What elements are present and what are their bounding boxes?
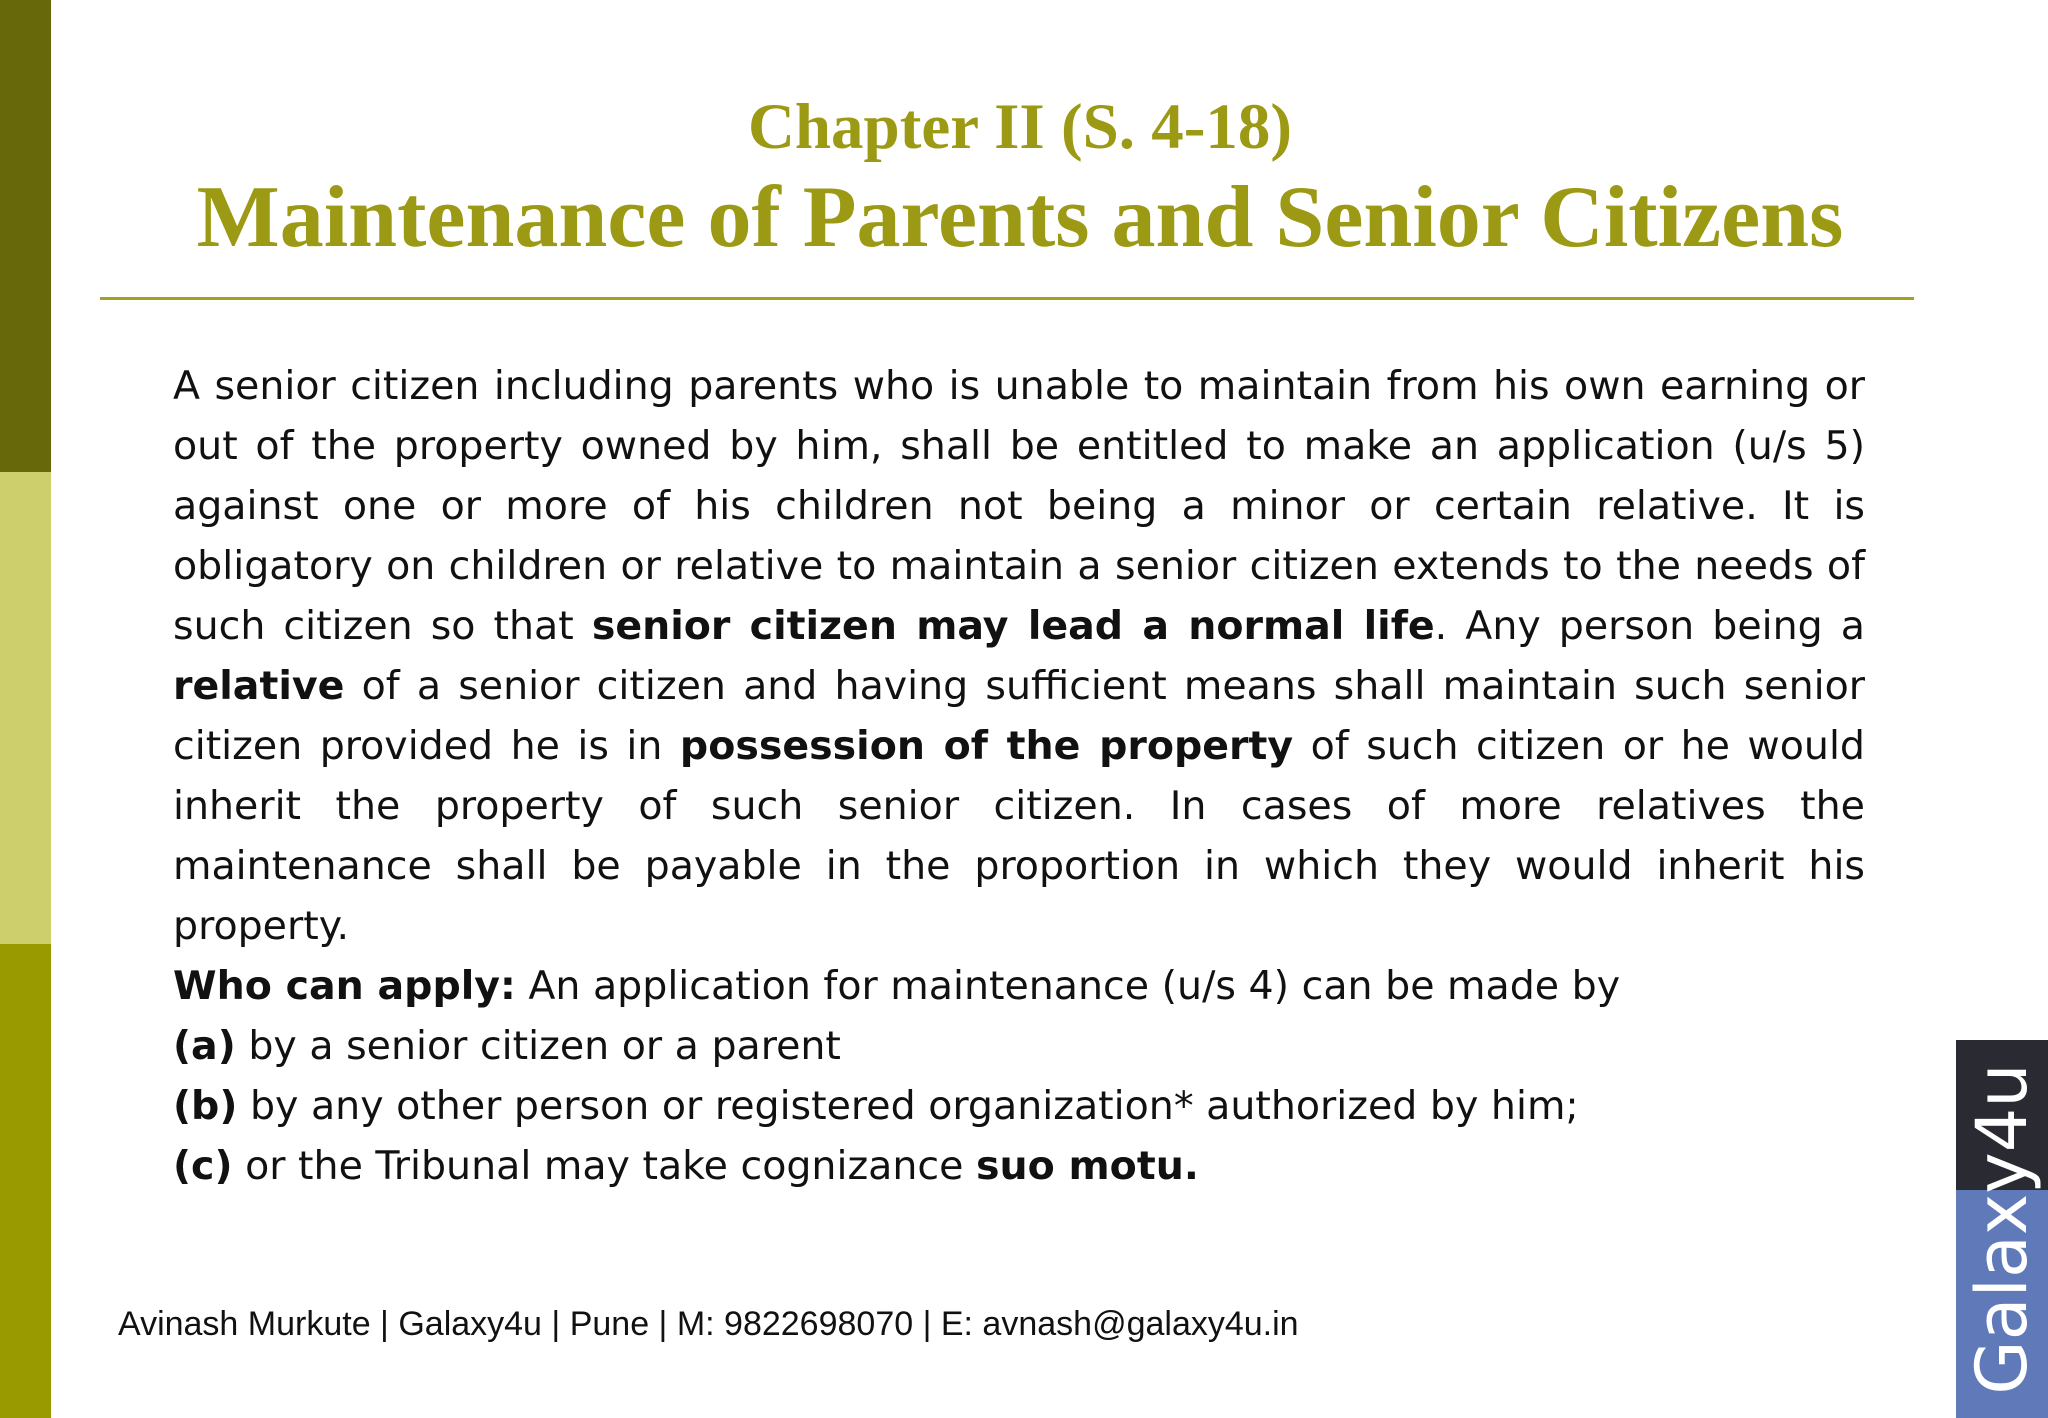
paragraph-text: of a senior citizen and having sufficient means shall maintain such senior citizen provided he is in — [173, 663, 1865, 769]
paragraph-text: A senior citizen including parents who is unable to maintain from his own earning or out of the property owned by him, shall be entitled to make an application (u/s 5) against one or more of his children not being a minor or certain relative. It is obligatory on children or relative to maintain a senior citizen extends to the needs of such citizen so that — [173, 363, 1865, 649]
list-item-text: or the Tribunal may take cognizance — [232, 1143, 976, 1189]
list-item-label: (b) — [173, 1083, 238, 1129]
title-divider — [100, 297, 1914, 300]
chapter-heading: Chapter II (S. 4-18) — [747, 91, 1293, 163]
who-can-apply-label: Who can apply: — [173, 963, 516, 1009]
logo-text: Galaxy4u — [1961, 1063, 2043, 1395]
list-item-text: by any other person or registered organization* authorized by him; — [237, 1083, 1579, 1129]
list-item — [173, 1016, 1865, 1076]
footer-contact: Avinash Murkute | Galaxy4u | Pune | M: 9822698070 | E: avnash@galaxy4u.in — [118, 1305, 1299, 1343]
paragraph-text: . Any person being a — [1434, 603, 1865, 649]
emphasis-normal-life: senior citizen may lead a normal life — [591, 603, 1435, 649]
galaxy4u-logo — [1956, 1040, 2048, 1418]
accent-bar-olive-segment — [0, 944, 51, 1418]
emphasis-relative: relative — [173, 663, 345, 709]
slide-title-block — [100, 85, 1940, 268]
slide-title: Maintenance of Parents and Senior Citizens — [196, 169, 1844, 266]
paragraph-text: of such citizen or he would inherit the property of such senior citizen. In cases of more relatives the maintenance shall be payable in the proportion in which they would inherit his property. — [173, 723, 1865, 949]
left-accent-bar — [0, 0, 51, 1418]
list-item-label: (c) — [173, 1143, 233, 1189]
list-item — [173, 1136, 1865, 1196]
body-paragraph — [173, 356, 1865, 956]
list-item-label: (a) — [173, 1023, 236, 1069]
list-item — [173, 1076, 1865, 1136]
emphasis-suo-motu: suo motu. — [976, 1143, 1199, 1189]
accent-bar-light-segment — [0, 472, 51, 944]
list-item-text: by a senior citizen or a parent — [235, 1023, 841, 1069]
who-can-apply-text: An application for maintenance (u/s 4) can be made by — [515, 963, 1621, 1009]
emphasis-possession: possession of the property — [679, 723, 1294, 769]
slide-body — [173, 356, 1865, 1196]
who-can-apply-line — [173, 956, 1865, 1016]
accent-bar-dark-segment — [0, 0, 51, 472]
